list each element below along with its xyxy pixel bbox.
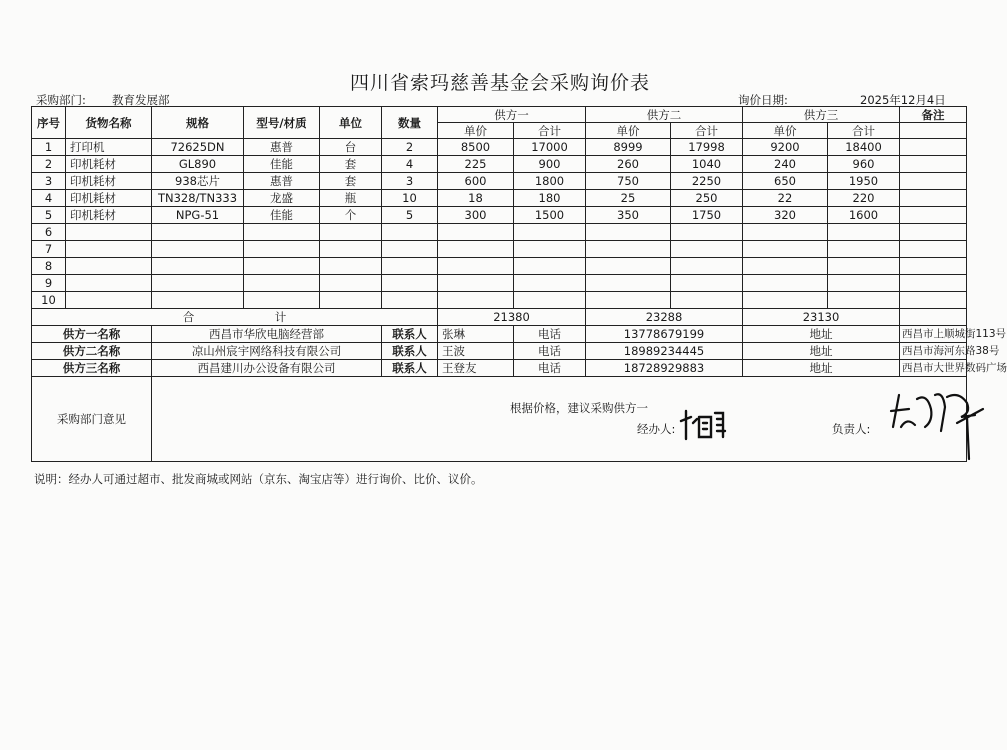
s3-price-cell: 650 (743, 173, 828, 190)
address-value: 西昌市海河东路38号 (900, 343, 967, 360)
s3-total-cell: 1600 (828, 207, 900, 224)
s1-price-cell (438, 258, 514, 275)
s2-total-header: 合计 (671, 123, 743, 139)
unit-cell (320, 241, 382, 258)
s3-total-cell (828, 224, 900, 241)
seq-cell: 9 (32, 275, 66, 292)
s1-price-cell: 8500 (438, 139, 514, 156)
model-cell: 惠普 (244, 173, 320, 190)
s1-price-cell: 18 (438, 190, 514, 207)
opinion-row (32, 377, 967, 462)
s2-price-cell (586, 224, 671, 241)
s1-total-cell: 1800 (514, 173, 586, 190)
s3-total-cell: 960 (828, 156, 900, 173)
col-spec-header: 规格 (152, 107, 244, 139)
s3-total-cell (828, 275, 900, 292)
unit-cell: 个 (320, 207, 382, 224)
dept-value: 教育发展部 (112, 93, 170, 107)
supplier3-header: 供方三 (743, 107, 900, 123)
phone-number: 13778679199 (586, 326, 743, 343)
address-label: 地址 (743, 326, 900, 343)
model-cell (244, 241, 320, 258)
remark-cell (900, 207, 967, 224)
remark-cell (900, 224, 967, 241)
total-label: 合 计 (32, 309, 438, 326)
s1-total-cell (514, 275, 586, 292)
dept-label: 采购部门: (36, 93, 86, 107)
spec-cell (152, 224, 244, 241)
s1-price-cell: 225 (438, 156, 514, 173)
remark-cell (900, 275, 967, 292)
spec-cell: NPG-51 (152, 207, 244, 224)
s2-total-cell: 17998 (671, 139, 743, 156)
unit-cell (320, 275, 382, 292)
supplier1-total: 21380 (438, 309, 586, 326)
spec-cell: 938芯片 (152, 173, 244, 190)
qty-cell: 2 (382, 139, 438, 156)
supplier-info-row (32, 360, 967, 377)
s3-total-header: 合计 (828, 123, 900, 139)
remark-cell (900, 292, 967, 309)
contact-name: 张琳 (438, 326, 514, 343)
remark-cell (900, 190, 967, 207)
item-row (32, 207, 967, 224)
qty-cell: 3 (382, 173, 438, 190)
s2-total-cell: 1040 (671, 156, 743, 173)
s2-total-cell (671, 241, 743, 258)
s3-price-cell: 9200 (743, 139, 828, 156)
seq-cell: 3 (32, 173, 66, 190)
seq-cell: 6 (32, 224, 66, 241)
spec-cell (152, 258, 244, 275)
col-qty-header: 数量 (382, 107, 438, 139)
supplier-label: 供方二名称 (32, 343, 152, 360)
s1-total-cell: 900 (514, 156, 586, 173)
goods-cell: 印机耗材 (66, 207, 152, 224)
model-cell: 佳能 (244, 156, 320, 173)
s2-price-cell: 260 (586, 156, 671, 173)
seq-cell: 5 (32, 207, 66, 224)
item-row (32, 156, 967, 173)
unit-cell (320, 258, 382, 275)
s2-price-cell: 750 (586, 173, 671, 190)
footnote: 说明：经办人可通过超市、批发商城或网站（京东、淘宝店等）进行询价、比价、议价。 (34, 472, 483, 486)
col-seq-header: 序号 (32, 107, 66, 139)
address-label: 地址 (743, 343, 900, 360)
seq-cell: 1 (32, 139, 66, 156)
goods-cell (66, 224, 152, 241)
s3-price-cell (743, 275, 828, 292)
contact-label: 联系人 (382, 360, 438, 377)
item-row (32, 173, 967, 190)
opinion-label: 采购部门意见 (32, 377, 152, 462)
goods-cell: 印机耗材 (66, 156, 152, 173)
s1-price-cell (438, 275, 514, 292)
supplier-info-row (32, 326, 967, 343)
s2-price-cell: 8999 (586, 139, 671, 156)
s1-total-cell (514, 292, 586, 309)
s3-total-cell (828, 292, 900, 309)
s2-total-cell: 1750 (671, 207, 743, 224)
s1-price-cell (438, 292, 514, 309)
item-row (32, 139, 967, 156)
col-remark-header: 备注 (900, 107, 967, 123)
model-cell (244, 292, 320, 309)
goods-cell: 打印机 (66, 139, 152, 156)
spec-cell: 72625DN (152, 139, 244, 156)
model-cell (244, 258, 320, 275)
supplier-name: 西昌市华欣电脑经营部 (152, 326, 382, 343)
s3-total-cell: 220 (828, 190, 900, 207)
form-title: 四川省索玛慈善基金会采购询价表 (349, 72, 650, 94)
model-cell (244, 224, 320, 241)
s3-total-cell (828, 258, 900, 275)
qty-cell (382, 241, 438, 258)
s1-price-cell: 600 (438, 173, 514, 190)
col-unit-header: 单位 (320, 107, 382, 139)
remark-sub-cell (900, 123, 967, 139)
remark-cell (900, 156, 967, 173)
s1-price-cell (438, 224, 514, 241)
model-cell: 佳能 (244, 207, 320, 224)
s1-price-cell: 300 (438, 207, 514, 224)
s3-price-cell: 22 (743, 190, 828, 207)
unit-cell (320, 292, 382, 309)
contact-name: 王波 (438, 343, 514, 360)
qty-cell: 4 (382, 156, 438, 173)
s2-price-cell (586, 275, 671, 292)
remark-cell (900, 139, 967, 156)
s3-price-header: 单价 (743, 123, 828, 139)
address-value: 西昌市大世界数码广场 (900, 360, 967, 377)
model-cell: 惠普 (244, 139, 320, 156)
responsible-signature (887, 387, 997, 461)
s1-total-cell: 180 (514, 190, 586, 207)
s2-total-cell (671, 275, 743, 292)
s1-total-cell (514, 224, 586, 241)
s1-price-header: 单价 (438, 123, 514, 139)
s1-total-header: 合计 (514, 123, 586, 139)
s2-price-header: 单价 (586, 123, 671, 139)
date-value: 2025年12月4日 (860, 93, 946, 107)
supplier3-total: 23130 (743, 309, 900, 326)
spec-cell: GL890 (152, 156, 244, 173)
s1-total-cell (514, 241, 586, 258)
remark-cell (900, 173, 967, 190)
qty-cell (382, 292, 438, 309)
seq-cell: 10 (32, 292, 66, 309)
s2-price-cell (586, 292, 671, 309)
seq-cell: 2 (32, 156, 66, 173)
header-row (32, 107, 967, 123)
s1-total-cell: 17000 (514, 139, 586, 156)
inquiry-table (31, 106, 1007, 462)
contact-label: 联系人 (382, 326, 438, 343)
s1-total-cell (514, 258, 586, 275)
item-row (32, 241, 967, 258)
s3-price-cell: 320 (743, 207, 828, 224)
item-row (32, 224, 967, 241)
s2-total-cell: 2250 (671, 173, 743, 190)
seq-cell: 8 (32, 258, 66, 275)
goods-cell (66, 258, 152, 275)
supplier2-header: 供方二 (586, 107, 743, 123)
item-row (32, 190, 967, 207)
qty-cell: 10 (382, 190, 438, 207)
col-goods-header: 货物名称 (66, 107, 152, 139)
model-cell: 龙盛 (244, 190, 320, 207)
s3-total-cell (828, 241, 900, 258)
supplier2-total: 23288 (586, 309, 743, 326)
s3-price-cell (743, 224, 828, 241)
model-cell (244, 275, 320, 292)
s3-price-cell (743, 258, 828, 275)
s2-total-cell (671, 224, 743, 241)
phone-number: 18989234445 (586, 343, 743, 360)
col-model-header: 型号/材质 (244, 107, 320, 139)
total-row (32, 309, 967, 326)
opinion-text: 根据价格，建议采购供方一 (510, 401, 648, 415)
goods-cell (66, 241, 152, 258)
spec-cell (152, 241, 244, 258)
unit-cell (320, 224, 382, 241)
handler-label: 经办人: (637, 422, 676, 436)
goods-cell (66, 292, 152, 309)
item-row (32, 258, 967, 275)
qty-cell (382, 275, 438, 292)
goods-cell: 印机耗材 (66, 173, 152, 190)
date-label: 询价日期: (738, 93, 788, 107)
goods-cell (66, 275, 152, 292)
remark-cell (900, 241, 967, 258)
s1-total-cell: 1500 (514, 207, 586, 224)
phone-number: 18728929883 (586, 360, 743, 377)
responsible-label: 负责人: (832, 422, 871, 436)
supplier-label: 供方三名称 (32, 360, 152, 377)
phone-label: 电话 (514, 343, 586, 360)
unit-cell: 套 (320, 173, 382, 190)
qty-cell (382, 224, 438, 241)
s3-total-cell: 18400 (828, 139, 900, 156)
remark-total-cell (900, 309, 967, 326)
s2-price-cell (586, 241, 671, 258)
address-label: 地址 (743, 360, 900, 377)
phone-label: 电话 (514, 326, 586, 343)
unit-cell: 台 (320, 139, 382, 156)
contact-label: 联系人 (382, 343, 438, 360)
supplier-name: 凉山州宸宇网络科技有限公司 (152, 343, 382, 360)
s2-total-cell (671, 292, 743, 309)
qty-cell (382, 258, 438, 275)
s1-price-cell (438, 241, 514, 258)
address-value: 西昌市上顺城街113号 (900, 326, 967, 343)
item-row (32, 292, 967, 309)
contact-name: 王登友 (438, 360, 514, 377)
spec-cell (152, 275, 244, 292)
supplier1-header: 供方一 (438, 107, 586, 123)
unit-cell: 套 (320, 156, 382, 173)
opinion-area (152, 377, 966, 461)
seq-cell: 7 (32, 241, 66, 258)
s3-price-cell: 240 (743, 156, 828, 173)
unit-cell: 瓶 (320, 190, 382, 207)
s3-total-cell: 1950 (828, 173, 900, 190)
remark-cell (900, 258, 967, 275)
qty-cell: 5 (382, 207, 438, 224)
s3-price-cell (743, 292, 828, 309)
s2-price-cell: 25 (586, 190, 671, 207)
supplier-name: 西昌建川办公设备有限公司 (152, 360, 382, 377)
handler-signature (677, 407, 737, 443)
goods-cell: 印机耗材 (66, 190, 152, 207)
supplier-label: 供方一名称 (32, 326, 152, 343)
s2-price-cell: 350 (586, 207, 671, 224)
item-row (32, 275, 967, 292)
s2-total-cell: 250 (671, 190, 743, 207)
phone-label: 电话 (514, 360, 586, 377)
s3-price-cell (743, 241, 828, 258)
s2-price-cell (586, 258, 671, 275)
spec-cell (152, 292, 244, 309)
seq-cell: 4 (32, 190, 66, 207)
spec-cell: TN328/TN333 (152, 190, 244, 207)
supplier-info-row (32, 343, 967, 360)
s2-total-cell (671, 258, 743, 275)
